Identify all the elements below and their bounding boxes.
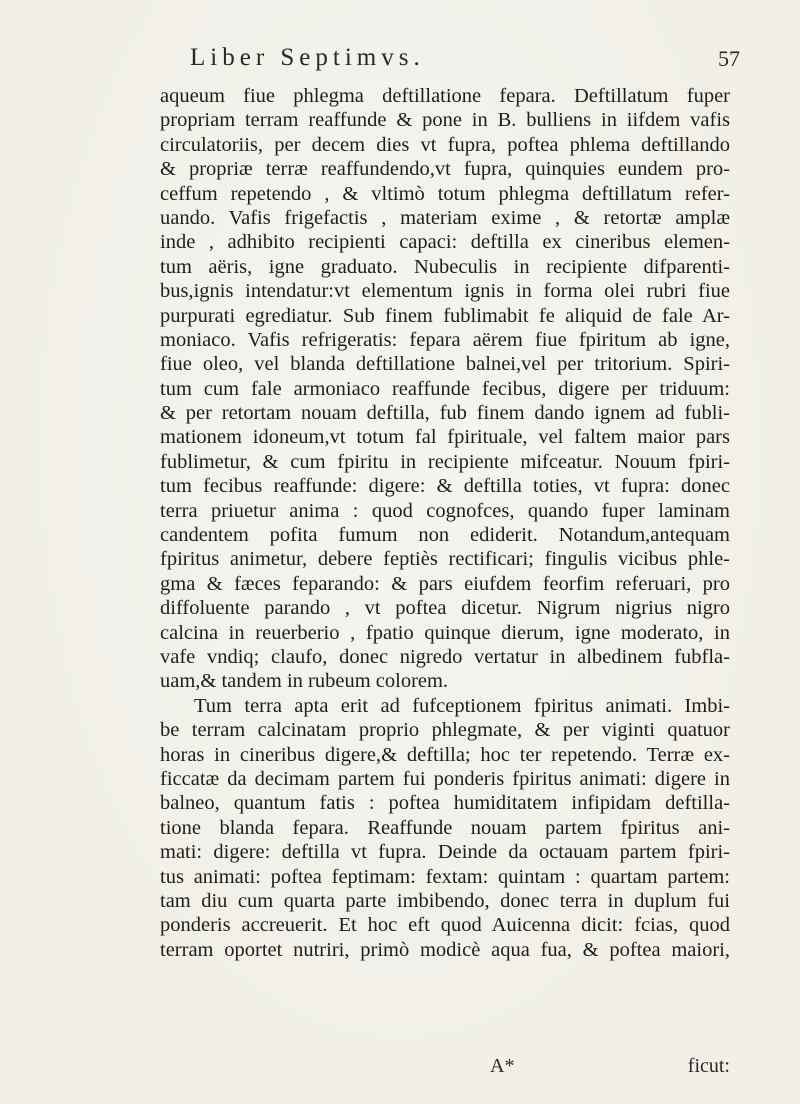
text-line: inde , adhibito recipienti capaci: deftilla ex cineribus elemen- (160, 231, 730, 254)
text-line: tam diu cum quarta parte imbibendo, donec terra in duplum fui (160, 889, 730, 912)
text-line: circulatoriis, per decem dies vt fupra, poftea phlema deftillando (160, 133, 730, 156)
text-line: be terram calcinatam proprio phlegmate, & per viginti quatuor (160, 719, 730, 742)
text-line: & per retortam nouam deftilla, fub finem dando ignem ad fubli- (160, 402, 730, 425)
text-line: fpiritus animetur, debere feptiès rectificari; fingulis vicibus phle- (160, 548, 730, 571)
text-line: mationem idoneum,vt totum fal fpirituale, vel faltem maior pars (160, 426, 730, 449)
book-title: Liber Septimvs. (190, 44, 425, 71)
text-line: propriam terram reaffunde & pone in B. bulliens in iifdem vafis (160, 109, 730, 132)
text-line: Tum terra apta erit ad fufceptionem fpiritus animati. Imbi- (194, 694, 730, 717)
text-line: tione blanda fepara. Reaffunde nouam partem fpiritus ani- (160, 816, 730, 839)
text-line: gma & fæces feparando: & pars eiufdem feorfim referuari, pro (160, 572, 730, 595)
page-footer (160, 1055, 730, 1081)
text-line: tum cum fale armoniaco reaffunde fecibus, digere per triduum: (160, 377, 730, 400)
text-line: ponderis accreuerit. Et hoc eft quod Auicenna dicit: fcias, quod (160, 914, 730, 937)
text-line: calcina in reuerberio , fpatio quinque dierum, igne moderato, in (160, 621, 730, 644)
text-line: aqueum fiue phlegma deftillatione fepara. Deftillatum fuper (160, 85, 730, 107)
body-text (160, 84, 730, 962)
text-line: tus animati: poftea feptimam: fextam: quintam : quartam partem: (160, 865, 730, 888)
text-line: candentem pofita fumum non ediderit. Notandum,antequam (160, 524, 730, 547)
text-line: ficcatæ da decimam partem fui ponderis fpiritus animati: digere in (160, 767, 730, 790)
text-line: ceffum repetendo , & vltimò totum phlegma deftillatum refer- (160, 182, 730, 205)
text-line: terra priuetur anima : quod cognofces, quando fuper laminam (160, 499, 730, 522)
text-line: bus,ignis intendatur:vt elementum ignis in forma olei rubri fiue (160, 280, 730, 303)
text-line: uando. Vafis frigefactis , materiam exime , & retortæ amplæ (160, 206, 730, 229)
text-line: purpurati egrediatur. Sub finem fublimabit fe aliquid de fale Ar- (160, 304, 730, 327)
text-line: terram oportet nutriri, primò modicè aqua fua, & poftea maiori, (160, 938, 730, 961)
text-line: horas in cineribus digere,& deftilla; hoc ter repetendo. Terræ ex- (160, 743, 730, 766)
page-number: 57 (718, 46, 740, 71)
text-line: fiue oleo, vel blanda deftillatione balnei,vel per tritorium. Spiri- (160, 353, 730, 376)
catchword: ficut: (687, 1055, 730, 1077)
text-line: tum fecibus reaffunde: digere: & deftilla toties, vt fupra: donec (160, 475, 730, 498)
running-head (150, 40, 750, 76)
signature-mark: A* (490, 1055, 515, 1077)
text-line: balneo, quantum fatis : poftea humiditatem infipidam deftilla- (160, 792, 730, 815)
text-line: tum aëris, igne graduato. Nubeculis in recipiente difparenti- (160, 255, 730, 278)
text-line: diffoluente parando , vt poftea dicetur. Nigrum nigrius nigro (160, 597, 730, 620)
text-line: mati: digere: deftilla vt fupra. Deinde da octauam partem fpiri- (160, 841, 730, 864)
text-line: vafe vndiq; claufo, donec nigredo vertatur in albedinem fubfla- (160, 645, 730, 668)
text-line: & propriæ terræ reaffundendo,vt fupra, quinquies eundem pro- (160, 158, 730, 181)
text-line: fublimetur, & cum fpiritu in recipiente mifceatur. Nouum fpiri- (160, 450, 730, 473)
text-line: uam,& tandem in rubeum colorem. (160, 670, 449, 693)
text-line: moniaco. Vafis refrigeratis: fepara aërem fiue fpiritum ab igne, (160, 328, 730, 351)
